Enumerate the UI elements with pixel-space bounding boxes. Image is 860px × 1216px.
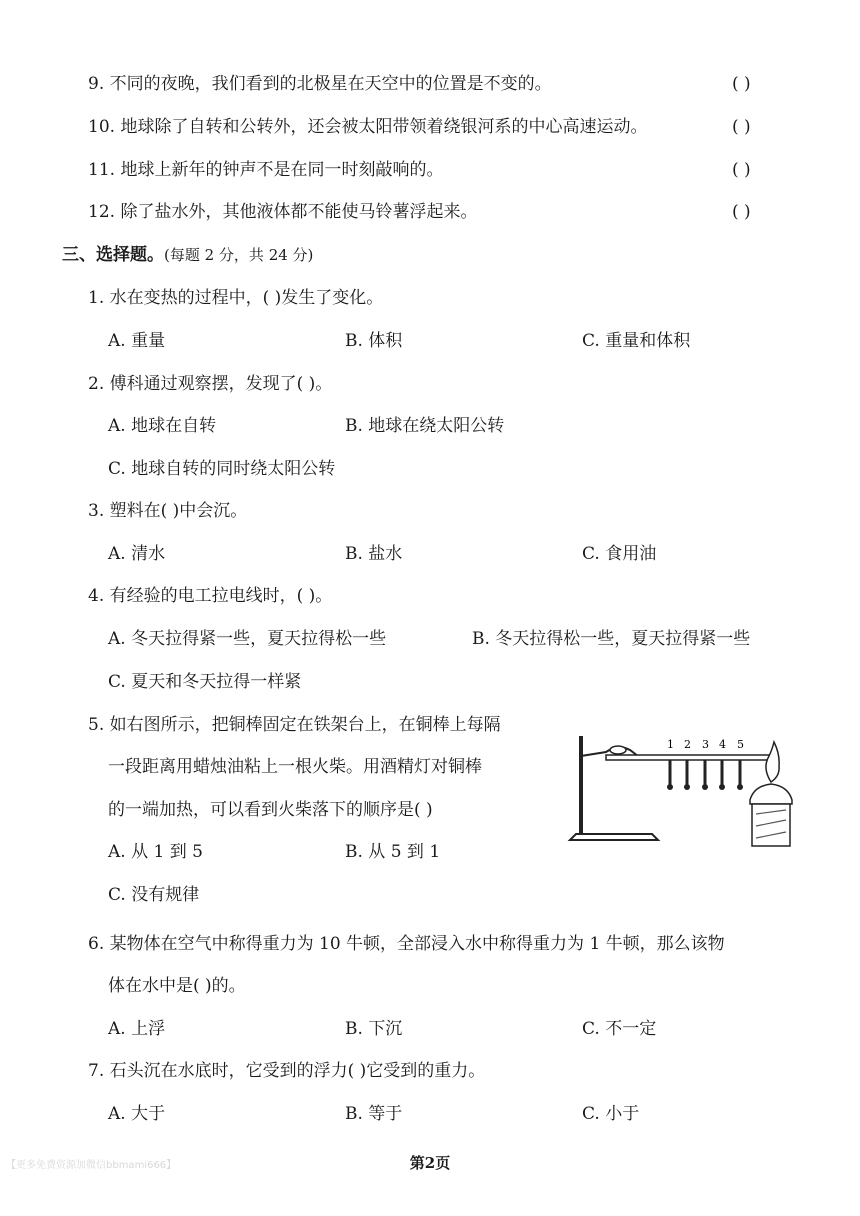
stand-base [570, 834, 658, 840]
question-7-option-c[interactable]: C. 小于 [582, 1104, 640, 1124]
tf-item-12: 12. 除了盐水外，其他液体都不能使马铃薯浮起来。 [88, 202, 478, 222]
question-2-stem: 2. 傅科通过观察摆，发现了( )。 [88, 374, 333, 394]
question-3-option-a[interactable]: A. 清水 [108, 544, 166, 564]
question-6-option-b[interactable]: B. 下沉 [345, 1019, 403, 1039]
section-title [62, 244, 313, 266]
question-4-option-a[interactable]: A. 冬天拉得紧一些，夏天拉得松一些 [108, 629, 387, 649]
section-note: (每题 2 分，共 24 分) [164, 246, 314, 264]
question-5-stem-line3: 的一端加热，可以看到火柴落下的顺序是( ) [108, 800, 433, 820]
question-1-option-b[interactable]: B. 体积 [345, 331, 403, 351]
question-2-option-c[interactable]: C. 地球自转的同时绕太阳公转 [108, 459, 336, 479]
copper-rod [606, 755, 776, 760]
tf-item-11: 11. 地球上新年的钟声不是在同一时刻敲响的。 [88, 160, 444, 180]
watermark-text: 【更多免费资源加微信bbmami666】 [6, 1160, 177, 1171]
question-4-stem: 4. 有经验的电工拉电线时，( )。 [88, 586, 333, 606]
question-4-option-c[interactable]: C. 夏天和冬天拉得一样紧 [108, 672, 302, 692]
question-2-option-b[interactable]: B. 地球在绕太阳公转 [345, 416, 505, 436]
fig-label-3: 3 [702, 738, 709, 751]
question-1-stem: 1. 水在变热的过程中，( )发生了变化。 [88, 288, 384, 308]
question-1-option-a[interactable]: A. 重量 [108, 331, 166, 351]
fig-label-5: 5 [737, 738, 744, 751]
question-7-option-a[interactable]: A. 大于 [108, 1104, 166, 1124]
question-6-option-a[interactable]: A. 上浮 [108, 1019, 166, 1039]
clamp-screw [610, 746, 626, 754]
question-3-stem: 3. 塑料在( )中会沉。 [88, 501, 248, 521]
fig-label-4: 4 [719, 738, 726, 751]
lamp-top [750, 784, 792, 804]
answer-paren-10[interactable]: ( ) [732, 117, 751, 137]
question-7-option-b[interactable]: B. 等于 [345, 1104, 403, 1124]
tf-item-9: 9. 不同的夜晚，我们看到的北极星在天空中的位置是不变的。 [88, 74, 552, 94]
tf-item-10: 10. 地球除了自转和公转外，还会被太阳带领着绕银河系的中心高速运动。 [88, 117, 648, 137]
question-5-option-b[interactable]: B. 从 5 到 1 [345, 842, 441, 862]
question-6-option-c[interactable]: C. 不一定 [582, 1019, 657, 1039]
matches [667, 760, 743, 790]
flame [766, 742, 779, 782]
question-4-option-b[interactable]: B. 冬天拉得松一些，夏天拉得紧一些 [472, 629, 751, 649]
question-6-stem-line2: 体在水中是( )的。 [108, 976, 246, 996]
question-1-option-c[interactable]: C. 重量和体积 [582, 331, 691, 351]
copper-rod-experiment-figure [566, 722, 794, 852]
section-heading: 三、选择题。 [62, 245, 164, 265]
question-3-option-c[interactable]: C. 食用油 [582, 544, 657, 564]
fig-label-2: 2 [684, 738, 691, 751]
question-5-option-a[interactable]: A. 从 1 到 5 [108, 842, 203, 862]
question-5-stem-line2: 一段距离用蜡烛油粘上一根火柴。用酒精灯对铜棒 [108, 757, 482, 777]
answer-paren-11[interactable]: ( ) [732, 160, 751, 180]
answer-paren-9[interactable]: ( ) [732, 74, 751, 94]
question-5-stem-line1: 5. 如右图所示，把铜棒固定在铁架台上，在铜棒上每隔 [88, 715, 501, 735]
answer-paren-12[interactable]: ( ) [732, 202, 751, 222]
fig-label-1: 1 [667, 738, 674, 751]
question-6-stem-line1: 6. 某物体在空气中称得重力为 10 牛顿，全部浸入水中称得重力为 1 牛顿，那么该物 [88, 934, 725, 954]
page-number: 第2页 [409, 1154, 451, 1172]
question-2-option-a[interactable]: A. 地球在自转 [108, 416, 217, 436]
stand-pole [579, 736, 583, 834]
question-5-option-c[interactable]: C. 没有规律 [108, 885, 200, 905]
question-3-option-b[interactable]: B. 盐水 [345, 544, 403, 564]
question-7-stem: 7. 石头沉在水底时，它受到的浮力( )它受到的重力。 [88, 1061, 486, 1081]
